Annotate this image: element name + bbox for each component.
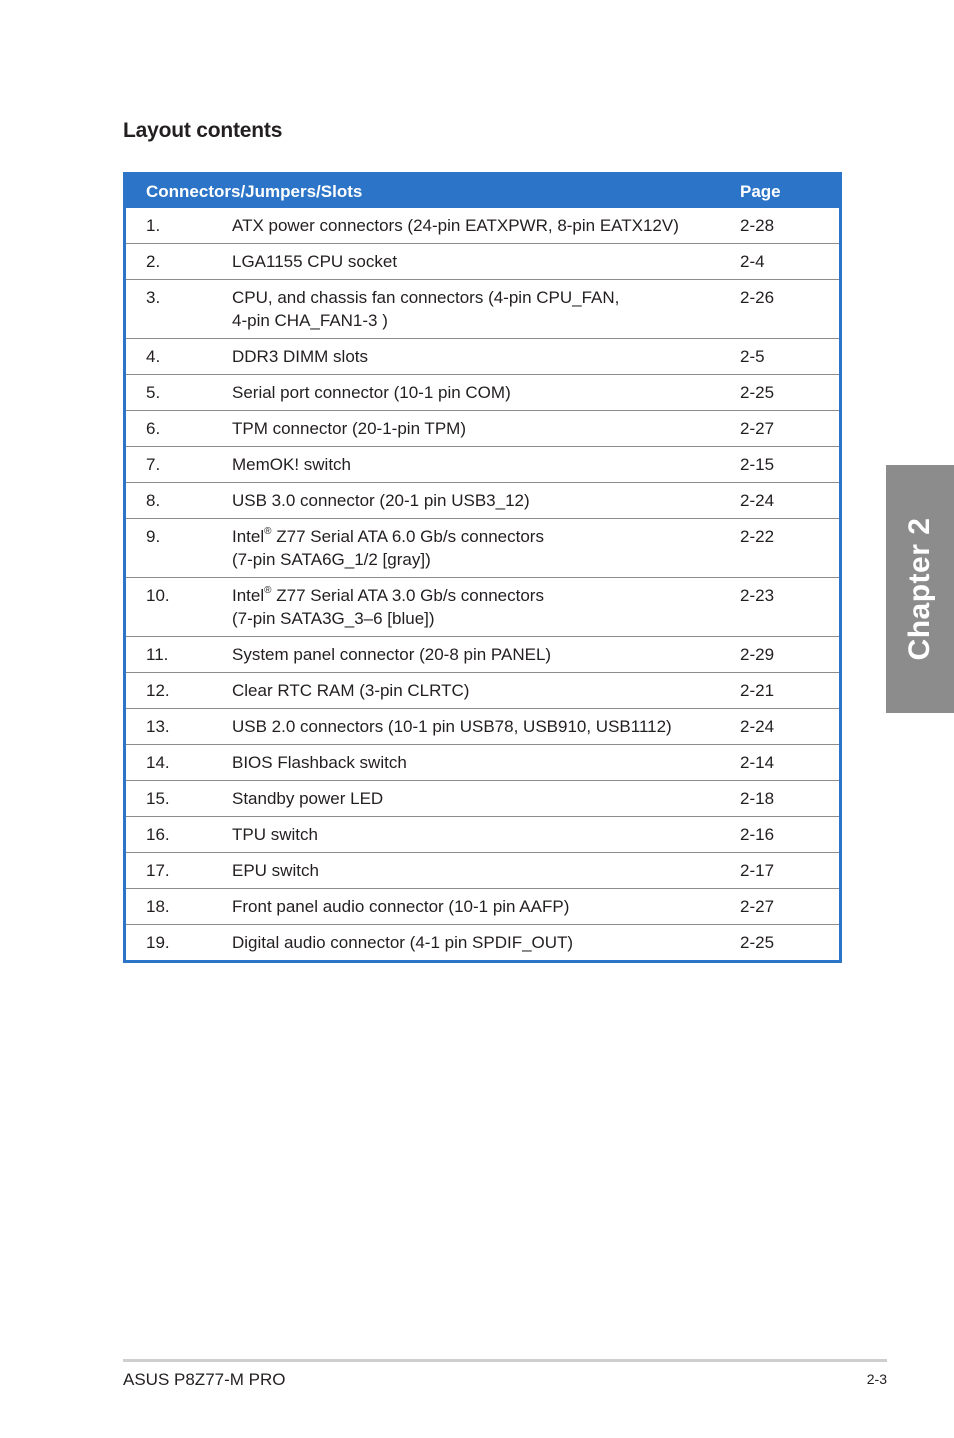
table-row: [126, 925, 839, 961]
row-page: 2-27: [732, 889, 839, 925]
row-description: [232, 578, 732, 637]
layout-contents-table: [123, 172, 842, 963]
row-description: [232, 411, 732, 447]
table-row: [126, 673, 839, 709]
row-page: 2-26: [732, 280, 839, 339]
row-number: 3.: [126, 280, 232, 339]
table-row: [126, 745, 839, 781]
row-description-line-2: 4-pin CHA_FAN1-3 ): [232, 311, 388, 330]
footer-product-name: ASUS P8Z77-M PRO: [123, 1370, 286, 1389]
row-description-line: [232, 525, 732, 548]
footer-divider: [123, 1359, 887, 1362]
row-description: [232, 781, 732, 817]
row-number: 11.: [126, 637, 232, 673]
row-page: 2-5: [732, 339, 839, 375]
row-description: [232, 280, 732, 339]
row-description: [232, 925, 732, 961]
row-page: 2-22: [732, 519, 839, 578]
row-page: 2-17: [732, 853, 839, 889]
row-page: 2-15: [732, 447, 839, 483]
table-row: [126, 853, 839, 889]
row-description-text: Z77 Serial ATA 6.0 Gb/s connectors: [271, 527, 544, 546]
table-row: [126, 578, 839, 637]
row-description-line: Serial port connector (10-1 pin COM): [232, 383, 511, 402]
row-description: [232, 244, 732, 280]
header-connectors: Connectors/Jumpers/Slots: [126, 175, 732, 208]
row-page: 2-21: [732, 673, 839, 709]
row-description-line: Standby power LED: [232, 789, 384, 808]
row-number: 13.: [126, 709, 232, 745]
header-page: Page: [732, 175, 839, 208]
row-number: 18.: [126, 889, 232, 925]
row-description-line: USB 3.0 connector (20-1 pin USB3_12): [232, 491, 530, 510]
table-row: [126, 817, 839, 853]
row-description: [232, 853, 732, 889]
row-description-line: Digital audio connector (4-1 pin SPDIF_OUT): [232, 933, 574, 952]
row-page: 2-28: [740, 216, 775, 235]
registered-mark: ®: [264, 585, 272, 597]
table-row: [126, 411, 839, 447]
row-description-line: MemOK! switch: [232, 455, 352, 474]
row-number: 16.: [126, 817, 232, 853]
row-number: 14.: [126, 745, 232, 781]
row-page: 2-27: [732, 411, 839, 447]
row-number: 7.: [126, 447, 232, 483]
row-description: [232, 208, 732, 244]
table-row: [126, 781, 839, 817]
row-number: 4.: [126, 339, 232, 375]
table-row: [126, 339, 839, 375]
row-description-line: DDR3 DIMM slots: [232, 347, 369, 366]
table-row: [126, 280, 839, 339]
row-number: 8.: [126, 483, 232, 519]
row-page: 2-24: [732, 483, 839, 519]
row-description-line: TPM connector (20-1-pin TPM): [232, 419, 466, 438]
row-description-line: System panel connector (20-8 pin PANEL): [232, 645, 552, 664]
row-page: 2-29: [732, 637, 839, 673]
row-description-line: ATX power connectors (24-pin EATXPWR, 8-pin EATX12V): [232, 216, 679, 235]
row-number: 10.: [126, 578, 232, 637]
registered-mark: ®: [264, 526, 272, 538]
row-description-text: Z77 Serial ATA 3.0 Gb/s connectors: [271, 586, 544, 605]
row-description-line: BIOS Flashback switch: [232, 753, 407, 772]
table-row: [126, 244, 839, 280]
chapter-tab-label: Chapter 2: [903, 517, 936, 661]
row-description: [232, 709, 732, 745]
row-description: [232, 889, 732, 925]
row-number: 1.: [146, 216, 161, 235]
row-description-line: [232, 584, 732, 607]
table-row: [126, 375, 839, 411]
row-description: [232, 339, 732, 375]
row-description: [232, 745, 732, 781]
table-row: [126, 483, 839, 519]
row-description-text: Intel: [232, 586, 265, 605]
table-row: [126, 637, 839, 673]
row-page: 2-23: [732, 578, 839, 637]
chapter-tab: [886, 465, 954, 713]
table-row: [126, 709, 839, 745]
table-row: [126, 208, 839, 244]
row-description-line: Clear RTC RAM (3-pin CLRTC): [232, 681, 470, 700]
row-page: 2-16: [732, 817, 839, 853]
row-description: [232, 483, 732, 519]
row-page: 2-25: [732, 375, 839, 411]
row-number: 9.: [126, 519, 232, 578]
row-description-line-2: (7-pin SATA3G_3–6 [blue]): [232, 609, 435, 628]
row-description-line: USB 2.0 connectors (10-1 pin USB78, USB910, USB1112): [232, 717, 672, 736]
row-description-line: Front panel audio connector (10-1 pin AAFP): [232, 897, 570, 916]
row-description: [232, 637, 732, 673]
row-description-line: EPU switch: [232, 861, 319, 880]
row-number: 19.: [126, 925, 232, 961]
row-description-line: LGA1155 CPU socket: [232, 252, 398, 271]
page-heading: Layout contents: [123, 119, 283, 142]
row-page: 2-4: [732, 244, 839, 280]
row-description-text: Intel: [232, 527, 265, 546]
row-description: [232, 817, 732, 853]
row-number: 17.: [126, 853, 232, 889]
row-description: [232, 673, 732, 709]
row-number: 6.: [126, 411, 232, 447]
table-row: [126, 447, 839, 483]
table-row: [126, 889, 839, 925]
row-number: 5.: [126, 375, 232, 411]
row-page: 2-25: [732, 925, 839, 961]
row-description: [232, 375, 732, 411]
row-description-line: TPU switch: [232, 825, 318, 844]
row-number: 2.: [126, 244, 232, 280]
row-description: [232, 447, 732, 483]
row-page: 2-18: [732, 781, 839, 817]
row-description-line: CPU, and chassis fan connectors (4-pin CPU_FAN,: [232, 288, 620, 307]
row-page: 2-24: [732, 709, 839, 745]
row-description: [232, 519, 732, 578]
footer-page-number: 2-3: [866, 1371, 887, 1387]
table-row: [126, 519, 839, 578]
row-page: 2-14: [732, 745, 839, 781]
row-number: 12.: [126, 673, 232, 709]
row-number: 15.: [126, 781, 232, 817]
row-description-line-2: (7-pin SATA6G_1/2 [gray]): [232, 550, 431, 569]
table-header-row: [126, 175, 839, 208]
